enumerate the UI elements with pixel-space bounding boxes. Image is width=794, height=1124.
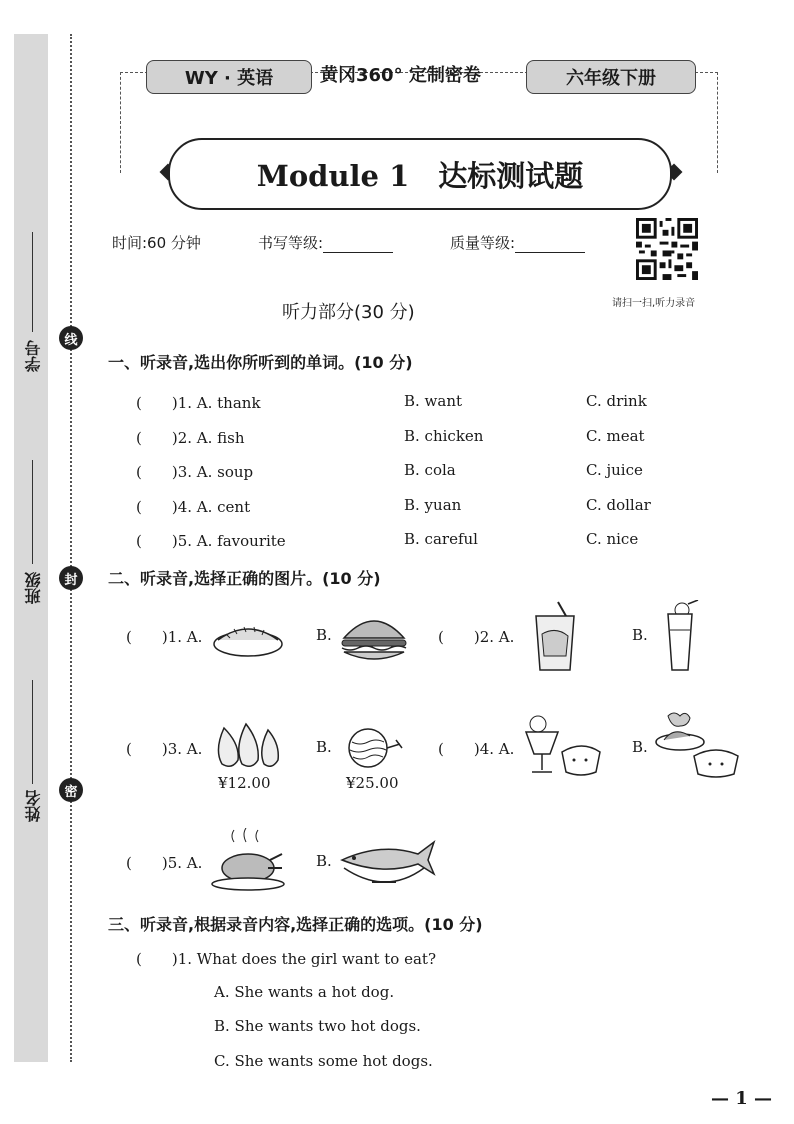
option-a[interactable]: ( )2. A. fish bbox=[136, 429, 245, 447]
option-a[interactable]: ( )1. A. thank bbox=[136, 394, 261, 412]
qr-code[interactable] bbox=[636, 218, 698, 280]
part2-q5-label[interactable]: ( )5. A. bbox=[126, 854, 203, 872]
option-b[interactable]: B. yuan bbox=[404, 496, 462, 514]
part3-heading: 三、听录音,根据录音内容,选择正确的选项。(10 分) bbox=[108, 915, 483, 934]
subject-pill: WY · 英语 bbox=[146, 60, 312, 94]
option-c[interactable]: C. drink bbox=[586, 392, 647, 410]
part2-q4-b[interactable]: B. bbox=[632, 738, 648, 756]
option-a[interactable]: ( )3. A. soup bbox=[136, 463, 254, 481]
pears-picture[interactable] bbox=[210, 720, 282, 770]
writing-grade bbox=[258, 232, 393, 253]
seal-line: 线 bbox=[59, 326, 83, 350]
time-label: 时间:60 分钟 bbox=[112, 234, 201, 252]
part2-q3-label[interactable]: ( )3. A. bbox=[126, 740, 203, 758]
cut-line bbox=[70, 34, 72, 1062]
option-b[interactable]: B. careful bbox=[404, 530, 478, 548]
part1-item bbox=[136, 461, 696, 485]
part2-q4-label[interactable]: ( )4. A. bbox=[438, 740, 515, 758]
part3-option-b[interactable]: B. She wants two hot dogs. bbox=[214, 1017, 421, 1035]
part1-item bbox=[136, 530, 696, 554]
option-a[interactable]: ( )5. A. favourite bbox=[136, 532, 286, 550]
student-id-blank bbox=[32, 232, 33, 332]
page-number: — 1 — bbox=[710, 1088, 772, 1109]
series-name: 黄冈360° 定制密卷 bbox=[320, 65, 481, 86]
price-b: ¥25.00 bbox=[346, 774, 399, 792]
writing-grade-blank[interactable] bbox=[323, 238, 393, 253]
part2-q3-b[interactable]: B. bbox=[316, 738, 332, 756]
name-label: 姓名 bbox=[24, 790, 43, 822]
part2-q1-b[interactable]: B. bbox=[316, 626, 332, 644]
cola-cup-picture[interactable] bbox=[530, 600, 580, 672]
option-c[interactable]: C. juice bbox=[586, 461, 643, 479]
part1-item bbox=[136, 427, 696, 451]
quality-grade bbox=[450, 232, 585, 253]
chicken-and-rice-picture[interactable] bbox=[654, 708, 742, 780]
class-blank bbox=[32, 460, 33, 564]
qr-caption: 请扫一扫,听力录音 bbox=[612, 298, 696, 309]
part3-question[interactable]: ( )1. What does the girl want to eat? bbox=[136, 950, 437, 968]
option-c[interactable]: C. dollar bbox=[586, 496, 651, 514]
part2-q2-label[interactable]: ( )2. A. bbox=[438, 628, 515, 646]
option-b[interactable]: B. cola bbox=[404, 461, 456, 479]
part1-item bbox=[136, 392, 696, 416]
hamburger-picture[interactable] bbox=[338, 610, 410, 666]
juice-and-rice-picture[interactable] bbox=[520, 712, 602, 778]
part2-q1-label[interactable]: ( )1. A. bbox=[126, 628, 203, 646]
binding-strip bbox=[14, 34, 48, 1062]
part2-q5-b[interactable]: B. bbox=[316, 852, 332, 870]
class-label: 班级 bbox=[24, 572, 43, 604]
part3-option-a[interactable]: A. She wants a hot dog. bbox=[214, 983, 395, 1001]
option-c[interactable]: C. meat bbox=[586, 427, 645, 445]
student-id-label: 学号 bbox=[24, 340, 43, 372]
option-b[interactable]: B. want bbox=[404, 392, 463, 410]
roast-chicken-picture[interactable] bbox=[210, 828, 286, 892]
seal-secret: 密 bbox=[59, 778, 83, 802]
juice-glass-picture[interactable] bbox=[658, 600, 702, 672]
option-c[interactable]: C. nice bbox=[586, 530, 639, 548]
seal-seal: 封 bbox=[59, 566, 83, 590]
price-a: ¥12.00 bbox=[218, 774, 271, 792]
part1-heading: 一、听录音,选出你所听到的单词。(10 分) bbox=[108, 353, 413, 372]
option-a[interactable]: ( )4. A. cent bbox=[136, 498, 251, 516]
option-b[interactable]: B. chicken bbox=[404, 427, 484, 445]
listening-section-title: 听力部分(30 分) bbox=[282, 302, 415, 323]
hot-dog-picture[interactable] bbox=[212, 616, 284, 662]
writing-grade-label: 书写等级: bbox=[258, 234, 324, 252]
part3-option-c[interactable]: C. She wants some hot dogs. bbox=[214, 1052, 433, 1070]
quality-grade-blank[interactable] bbox=[515, 238, 585, 253]
quality-grade-label: 质量等级: bbox=[450, 234, 516, 252]
part1-item bbox=[136, 496, 696, 520]
page-title: Module 1 达标测试题 bbox=[168, 138, 672, 210]
watermelon-picture[interactable] bbox=[344, 726, 410, 770]
name-blank bbox=[32, 680, 33, 784]
part2-heading: 二、听录音,选择正确的图片。(10 分) bbox=[108, 569, 381, 588]
part2-q2-b[interactable]: B. bbox=[632, 626, 648, 644]
fish-dish-picture[interactable] bbox=[338, 834, 438, 890]
grade-pill: 六年级下册 bbox=[526, 60, 696, 94]
